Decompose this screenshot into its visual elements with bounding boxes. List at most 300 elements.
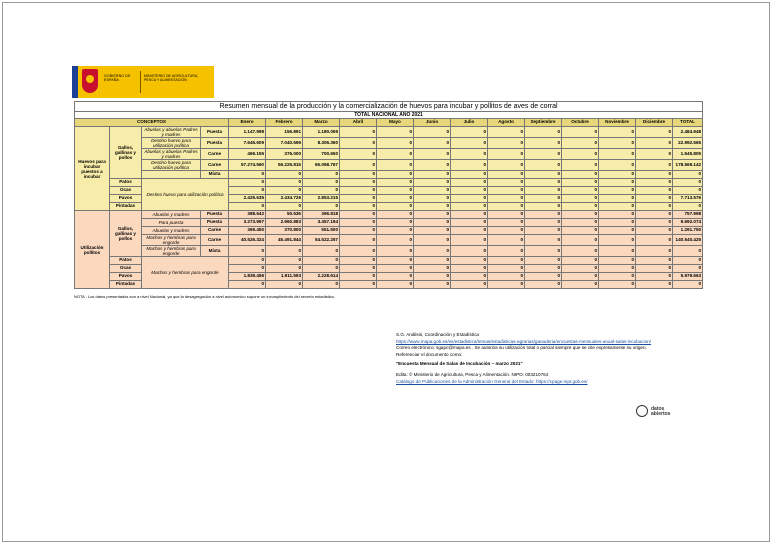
value-cell: 0 — [303, 257, 340, 265]
value-cell: 0 — [303, 246, 340, 257]
value-cell: 0 — [525, 246, 562, 257]
header-month: Junio — [414, 119, 451, 127]
row-type: Puesta — [201, 211, 229, 219]
value-cell: 0 — [451, 273, 488, 281]
table-subtitle: TOTAL NACIONAL AÑO 2021 — [75, 112, 703, 119]
value-cell: 0 — [377, 246, 414, 257]
value-cell: 0 — [414, 195, 451, 203]
value-cell: 0 — [636, 235, 673, 246]
value-cell: 0 — [303, 179, 340, 187]
value-cell: 1.839.456 — [229, 273, 266, 281]
value-cell: 0 — [562, 281, 599, 289]
value-cell: 0 — [377, 195, 414, 203]
value-cell: 0 — [266, 246, 303, 257]
value-cell: 0 — [451, 246, 488, 257]
value-cell: 0 — [599, 281, 636, 289]
value-cell: 0 — [414, 219, 451, 227]
value-cell: 0 — [525, 235, 562, 246]
value-cell: 2.960.883 — [266, 219, 303, 227]
value-cell: 0 — [636, 246, 673, 257]
value-cell: 0 — [340, 179, 377, 187]
value-cell: 0 — [488, 211, 525, 219]
value-cell: 0 — [525, 219, 562, 227]
row-type: Puesta — [201, 138, 229, 149]
total-cell: 0 — [673, 203, 703, 211]
value-cell: 0 — [488, 235, 525, 246]
value-cell: 0 — [266, 265, 303, 273]
total-cell: 7.713.576 — [673, 195, 703, 203]
row-description — [142, 171, 201, 179]
value-cell: 0 — [488, 265, 525, 273]
value-cell: 0 — [451, 179, 488, 187]
value-cell: 469.155 — [229, 149, 266, 160]
value-cell: 0 — [340, 160, 377, 171]
value-cell: 0 — [377, 257, 414, 265]
total-cell: 0 — [673, 187, 703, 195]
value-cell: 0 — [525, 211, 562, 219]
value-cell: 0 — [340, 235, 377, 246]
total-cell: 22.992.565 — [673, 138, 703, 149]
value-cell: 0 — [451, 187, 488, 195]
total-cell: 0 — [673, 171, 703, 179]
total-cell: 1.545.805 — [673, 149, 703, 160]
value-cell: 370.800 — [266, 227, 303, 235]
row-type: Puesta — [201, 219, 229, 227]
species-label: Pavos — [110, 273, 142, 281]
value-cell: 1.147.998 — [229, 127, 266, 138]
table-row — [75, 179, 703, 187]
value-cell: 0 — [599, 257, 636, 265]
value-cell: 0 — [451, 171, 488, 179]
value-cell: 0 — [599, 138, 636, 149]
value-cell: 0 — [340, 203, 377, 211]
value-cell: 0 — [451, 219, 488, 227]
value-cell: 0 — [525, 179, 562, 187]
value-cell: 0 — [525, 273, 562, 281]
value-cell: 0 — [636, 195, 673, 203]
row-type: Mixta — [201, 171, 229, 179]
value-cell: 0 — [488, 227, 525, 235]
value-cell: 0 — [377, 273, 414, 281]
value-cell: 0 — [377, 179, 414, 187]
datos-abiertos-logo — [636, 404, 682, 420]
header-month: Diciembre — [636, 119, 673, 127]
value-cell: 0 — [377, 127, 414, 138]
value-cell: 0 — [636, 127, 673, 138]
value-cell: 0 — [377, 265, 414, 273]
header-month: Marzo — [303, 119, 340, 127]
value-cell: 0 — [562, 227, 599, 235]
value-cell: 0 — [377, 187, 414, 195]
value-cell: 551.500 — [303, 227, 340, 235]
edita-line: Edita: © Ministerio de Agricultura, Pesca y Alimentación. NIPO: 003210764 — [396, 371, 549, 377]
value-cell: 0 — [525, 227, 562, 235]
value-cell: 0 — [488, 179, 525, 187]
value-cell: 0 — [562, 179, 599, 187]
value-cell: 0 — [599, 203, 636, 211]
row-description: Destino huevo para utilización política — [142, 160, 201, 171]
value-cell: 700.650 — [303, 149, 340, 160]
value-cell: 0 — [340, 171, 377, 179]
total-cell: 1.291.750 — [673, 227, 703, 235]
total-cell: 2.484.948 — [673, 127, 703, 138]
value-cell: 0 — [451, 211, 488, 219]
value-cell: 0 — [414, 187, 451, 195]
header-month: Febrero — [266, 119, 303, 127]
value-cell: 0 — [525, 149, 562, 160]
header-month: Noviembre — [599, 119, 636, 127]
value-cell: 0 — [266, 171, 303, 179]
value-cell: 0 — [414, 273, 451, 281]
value-cell: 0 — [229, 265, 266, 273]
value-cell: 54.522.257 — [303, 235, 340, 246]
info-block — [396, 332, 726, 385]
value-cell: 0 — [636, 219, 673, 227]
table-row — [75, 235, 703, 246]
value-cell: 0 — [414, 227, 451, 235]
value-cell: 0 — [451, 281, 488, 289]
value-cell: 0 — [599, 171, 636, 179]
table-row — [75, 227, 703, 235]
table-row — [75, 219, 703, 227]
table-row — [75, 138, 703, 149]
value-cell: 0 — [599, 211, 636, 219]
value-cell: 0 — [303, 281, 340, 289]
value-cell: 0 — [340, 257, 377, 265]
value-cell: 0 — [562, 195, 599, 203]
header-month: Abril — [340, 119, 377, 127]
value-cell: 0 — [599, 246, 636, 257]
value-cell: 0 — [340, 265, 377, 273]
value-cell: 0 — [636, 265, 673, 273]
value-cell: 0 — [377, 227, 414, 235]
eu-stripe — [72, 66, 78, 98]
value-cell: 0 — [266, 187, 303, 195]
value-cell: 0 — [451, 203, 488, 211]
value-cell: 0 — [488, 149, 525, 160]
value-cell: 0 — [488, 203, 525, 211]
row-type: Carne — [201, 149, 229, 160]
logo-government-text: GOBIERNO DE ESPAÑA — [104, 74, 131, 83]
value-cell: 2.434.726 — [266, 195, 303, 203]
value-cell: 0 — [562, 257, 599, 265]
row-description: Destino huevo para utilización política — [142, 138, 201, 149]
value-cell: 0 — [451, 265, 488, 273]
row-description: Abuelas y madres — [142, 227, 201, 235]
row-description: Destino huevo para utilización política — [142, 179, 229, 211]
species-label: Gallos, gallinas y pollos — [110, 127, 142, 179]
value-cell: 0 — [488, 257, 525, 265]
value-cell: 0 — [229, 179, 266, 187]
value-cell: 0 — [414, 179, 451, 187]
value-cell: 0 — [488, 160, 525, 171]
value-cell: 45.491.844 — [266, 235, 303, 246]
total-cell: 178.569.142 — [673, 160, 703, 171]
value-cell: 0 — [636, 227, 673, 235]
value-cell: 0 — [525, 171, 562, 179]
table-row — [75, 257, 703, 265]
species-label: Pavos — [110, 195, 142, 203]
value-cell: 0 — [525, 265, 562, 273]
value-cell: 0 — [636, 171, 673, 179]
value-cell: 0 — [451, 227, 488, 235]
value-cell: 0 — [229, 281, 266, 289]
value-cell: 0 — [340, 227, 377, 235]
row-description: Machos y hembras para engorde — [142, 246, 201, 257]
value-cell: 0 — [636, 187, 673, 195]
value-cell: 0 — [488, 281, 525, 289]
value-cell: 0 — [525, 257, 562, 265]
value-cell: 0 — [599, 149, 636, 160]
value-cell: 0 — [562, 246, 599, 257]
value-cell: 0 — [636, 257, 673, 265]
value-cell: 0 — [525, 138, 562, 149]
total-cell: 0 — [673, 265, 703, 273]
table-header-row — [75, 119, 703, 127]
value-cell: 0 — [451, 195, 488, 203]
value-cell: 0 — [525, 187, 562, 195]
row-type: Puesta — [201, 127, 229, 138]
value-cell: 0 — [414, 246, 451, 257]
value-cell: 0 — [451, 257, 488, 265]
value-cell: 0 — [229, 246, 266, 257]
table-note: NOTA : Los datos presentados son a nivel Nacional, ya que la desagregación a nivel autonomico supone un incumplimiento del secreto estadistico. — [74, 294, 335, 299]
value-cell: 0 — [599, 187, 636, 195]
value-cell: 0 — [488, 273, 525, 281]
value-cell: 156.891 — [266, 127, 303, 138]
value-cell: 0 — [488, 195, 525, 203]
value-cell: 0 — [377, 281, 414, 289]
value-cell: 0 — [599, 235, 636, 246]
total-cell: 5.979.663 — [673, 273, 703, 281]
row-description: Abuelas y madres — [142, 211, 201, 219]
value-cell: 0 — [562, 273, 599, 281]
value-cell: 65.068.767 — [303, 160, 340, 171]
value-cell: 7.040.596 — [266, 138, 303, 149]
value-cell: 0 — [451, 235, 488, 246]
value-cell: 0 — [562, 127, 599, 138]
datos-abiertos-icon — [636, 405, 648, 417]
value-cell: 0 — [636, 149, 673, 160]
value-cell: 0 — [340, 246, 377, 257]
value-cell: 0 — [229, 203, 266, 211]
value-cell: 7.645.609 — [229, 138, 266, 149]
value-cell: 388.642 — [229, 211, 266, 219]
value-cell: 0 — [414, 149, 451, 160]
value-cell: 0 — [599, 219, 636, 227]
value-cell: 0 — [562, 187, 599, 195]
value-cell: 3.273.997 — [229, 219, 266, 227]
value-cell: 0 — [562, 265, 599, 273]
value-cell: 56.225.815 — [266, 160, 303, 171]
value-cell: 0 — [599, 195, 636, 203]
value-cell: 0 — [340, 273, 377, 281]
value-cell: 0 — [377, 219, 414, 227]
value-cell: 0 — [636, 138, 673, 149]
species-label: Pintadas — [110, 203, 142, 211]
value-cell: 0 — [266, 281, 303, 289]
value-cell: 0 — [377, 211, 414, 219]
value-cell: 0 — [414, 138, 451, 149]
value-cell: 0 — [599, 273, 636, 281]
value-cell: 0 — [636, 160, 673, 171]
value-cell: 0 — [303, 265, 340, 273]
value-cell: 0 — [303, 171, 340, 179]
value-cell: 0 — [562, 160, 599, 171]
header-month: Julio — [451, 119, 488, 127]
row-type: Carne — [201, 235, 229, 246]
value-cell: 0 — [562, 203, 599, 211]
value-cell: 0 — [636, 281, 673, 289]
value-cell: 0 — [525, 127, 562, 138]
row-type: Carne — [201, 227, 229, 235]
value-cell: 0 — [340, 211, 377, 219]
value-cell: 0 — [229, 171, 266, 179]
logo-ministry-text: MINISTERIO DE AGRICULTURA, PESCA Y ALIMENTACIÓN — [144, 74, 199, 83]
value-cell: 2.853.215 — [303, 195, 340, 203]
value-cell: 0 — [488, 187, 525, 195]
total-cell: 0 — [673, 179, 703, 187]
value-cell: 2.425.635 — [229, 195, 266, 203]
header-month: Septiembre — [525, 119, 562, 127]
email-line: Correo electrónico: sgapc@mapa.es . Se autoriza su utilización total o parcial siempre que se cite expresamente su origen. — [396, 345, 647, 351]
value-cell: 0 — [488, 127, 525, 138]
value-cell: 0 — [599, 227, 636, 235]
value-cell: 0 — [562, 138, 599, 149]
value-cell: 0 — [414, 265, 451, 273]
value-cell: 0 — [377, 203, 414, 211]
species-label: Gallos, gallinas y pollos — [110, 211, 142, 257]
value-cell: 0 — [488, 138, 525, 149]
value-cell: 0 — [488, 171, 525, 179]
value-cell: 0 — [599, 265, 636, 273]
value-cell: 0 — [599, 160, 636, 171]
ministry-logo — [72, 66, 214, 98]
value-cell: 0 — [340, 195, 377, 203]
value-cell: 0 — [414, 160, 451, 171]
value-cell: 0 — [525, 281, 562, 289]
value-cell: 0 — [377, 149, 414, 160]
value-cell: 1.911.593 — [266, 273, 303, 281]
header-month: Agosto — [488, 119, 525, 127]
header-month: Mayo — [377, 119, 414, 127]
value-cell: 0 — [377, 235, 414, 246]
value-cell: 0 — [562, 171, 599, 179]
value-cell: 57.274.560 — [229, 160, 266, 171]
catalog-link[interactable]: Catálogo de Publicaciones de la Administración General del Estado: https://cpage.mpr.gob.es/ — [396, 378, 588, 384]
value-cell: 0 — [414, 171, 451, 179]
value-cell: 1.180.059 — [303, 127, 340, 138]
species-label: Patos — [110, 257, 142, 265]
logo-divider — [140, 71, 141, 93]
value-cell: 0 — [377, 171, 414, 179]
value-cell: 0 — [340, 149, 377, 160]
reference-line: Referenciar el documento como: — [396, 351, 463, 357]
value-cell: 0 — [451, 149, 488, 160]
value-cell: 0 — [414, 281, 451, 289]
header-total: TOTAL — [673, 119, 703, 127]
table-row — [75, 149, 703, 160]
row-description: Machos y hembras para engorde — [142, 235, 201, 246]
production-table — [74, 101, 703, 289]
value-cell: 0 — [636, 211, 673, 219]
value-cell: 0 — [525, 160, 562, 171]
value-cell: 0 — [414, 257, 451, 265]
value-cell: 0 — [562, 219, 599, 227]
species-label: Ocas — [110, 187, 142, 195]
value-cell: 0 — [340, 281, 377, 289]
value-cell: 0 — [266, 257, 303, 265]
value-cell: 0 — [340, 187, 377, 195]
table-row — [75, 246, 703, 257]
group-label: Huevos para incubar puestos a incubar — [75, 127, 110, 211]
value-cell: 0 — [562, 235, 599, 246]
value-cell: 376.000 — [266, 149, 303, 160]
value-cell: 8.306.360 — [303, 138, 340, 149]
species-label: Ocas — [110, 265, 142, 273]
row-type: Carne — [201, 160, 229, 171]
row-description: Machos y hembras para engorde — [142, 257, 229, 289]
sg-line: S.G. Análisis, Coordinación y Estadística — [396, 332, 479, 337]
value-cell: 0 — [599, 127, 636, 138]
value-cell: 0 — [266, 203, 303, 211]
value-cell: 0 — [414, 127, 451, 138]
value-cell: 0 — [229, 257, 266, 265]
total-cell: 757.998 — [673, 211, 703, 219]
row-type: Mixta — [201, 246, 229, 257]
species-label: Patos — [110, 179, 142, 187]
total-cell: 9.692.074 — [673, 219, 703, 227]
value-cell: 0 — [340, 138, 377, 149]
value-cell: 0 — [451, 160, 488, 171]
total-cell: 0 — [673, 281, 703, 289]
total-cell: 140.540.425 — [673, 235, 703, 246]
header-month: Octubre — [562, 119, 599, 127]
value-cell: 0 — [525, 203, 562, 211]
source-link[interactable]: https://www.mapa.gob.es/es/estadistica/temas/estadisticas-agrarias/ganaderia/encuestas-mensuales-anual-salas-incubacion/ — [396, 338, 652, 344]
value-cell: 0 — [377, 160, 414, 171]
table-row — [75, 171, 703, 179]
value-cell: 0 — [266, 179, 303, 187]
species-label: Pintadas — [110, 281, 142, 289]
value-cell: 0 — [562, 149, 599, 160]
header-conceptos: CONCEPTOS — [75, 119, 229, 127]
value-cell: 3.457.194 — [303, 219, 340, 227]
reference-title: "Encuesta Mensual de Salas de Incubación – marzo 2021" — [396, 361, 523, 367]
table-row — [75, 211, 703, 219]
value-cell: 0 — [488, 219, 525, 227]
value-cell: 0 — [303, 187, 340, 195]
value-cell: 396.818 — [303, 211, 340, 219]
value-cell: 0 — [636, 179, 673, 187]
total-cell: 0 — [673, 257, 703, 265]
group-label: Utilización pollitos — [75, 211, 110, 289]
value-cell: 0 — [599, 179, 636, 187]
table-row — [75, 127, 703, 138]
row-description: Abuelas y abuelas Padres y madres — [142, 127, 201, 138]
value-cell: 0 — [636, 203, 673, 211]
value-cell: 369.450 — [229, 227, 266, 235]
value-cell: 0 — [377, 138, 414, 149]
value-cell: 0 — [229, 187, 266, 195]
row-description: Abuelas y abuelas Padres y madres — [142, 149, 201, 160]
datos-abiertos-text: datos abiertos — [651, 406, 671, 418]
value-cell: 2.228.614 — [303, 273, 340, 281]
value-cell: 40.526.324 — [229, 235, 266, 246]
value-cell: 0 — [525, 195, 562, 203]
value-cell: 0 — [451, 127, 488, 138]
header-month: Enero — [229, 119, 266, 127]
